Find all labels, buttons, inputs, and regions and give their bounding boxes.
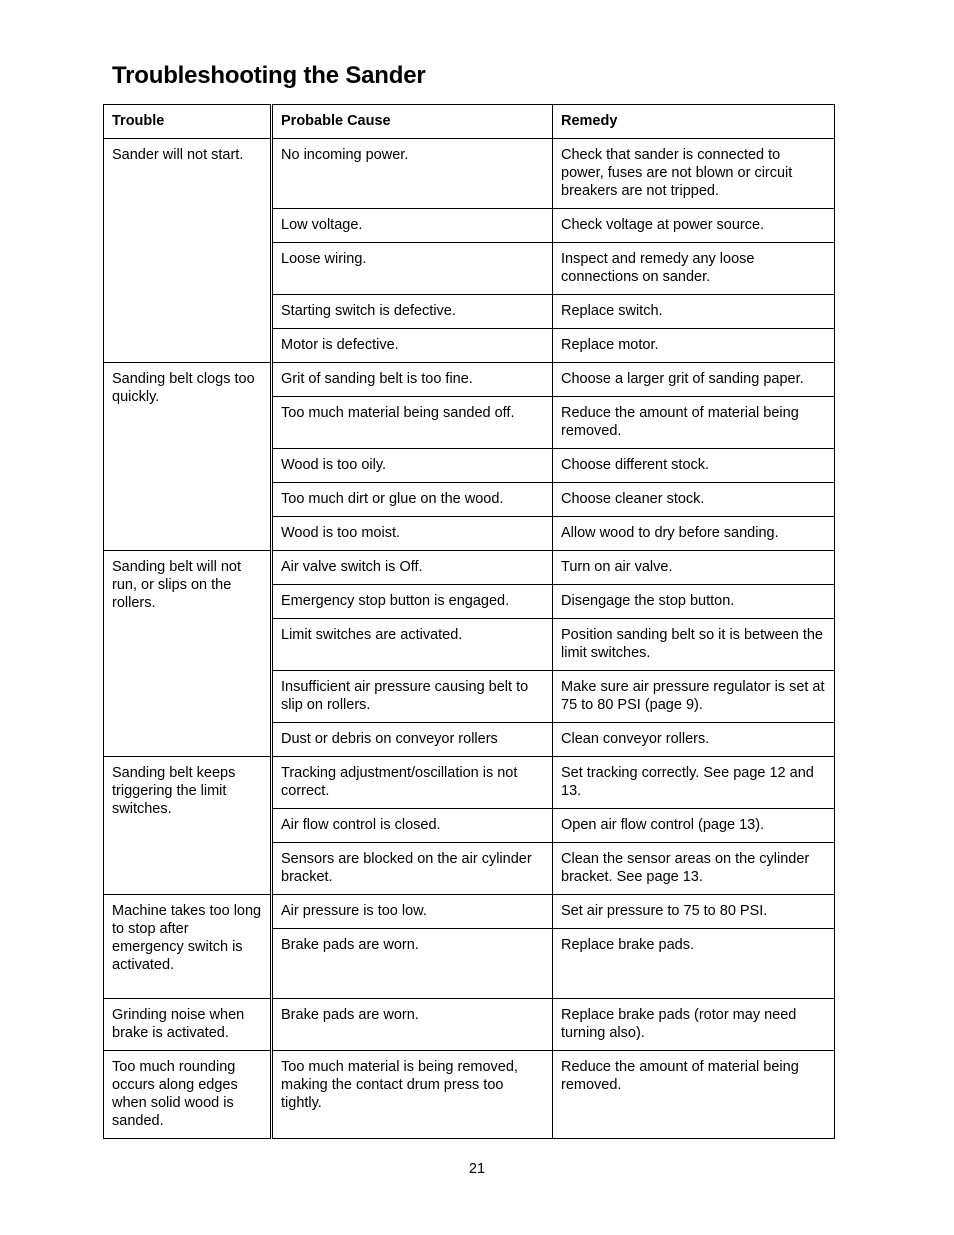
remedy-cell: Choose cleaner stock. [553, 483, 835, 517]
table-row [104, 363, 835, 397]
probable-cause-cell: Too much dirt or glue on the wood. [272, 483, 553, 517]
remedy-cell: Inspect and remedy any loose connections on sander. [553, 243, 835, 295]
header-probable-cause: Probable Cause [272, 105, 553, 139]
table-body [104, 139, 835, 1139]
table-row [104, 999, 835, 1051]
page-title: Troubleshooting the Sander [112, 62, 426, 89]
probable-cause-cell: No incoming power. [272, 139, 553, 209]
remedy-cell: Replace brake pads. [553, 929, 835, 999]
remedy-cell: Clean the sensor areas on the cylinder bracket. See page 13. [553, 843, 835, 895]
probable-cause-cell: Air flow control is closed. [272, 809, 553, 843]
probable-cause-cell: Too much material is being removed, making the contact drum press too tightly. [272, 1051, 553, 1139]
remedy-cell: Open air flow control (page 13). [553, 809, 835, 843]
trouble-cell: Sanding belt clogs too quickly. [104, 363, 272, 551]
table-row [104, 139, 835, 209]
probable-cause-cell: Tracking adjustment/oscillation is not correct. [272, 757, 553, 809]
remedy-cell: Replace brake pads (rotor may need turning also). [553, 999, 835, 1051]
probable-cause-cell: Starting switch is defective. [272, 295, 553, 329]
table-row [104, 757, 835, 809]
remedy-cell: Set tracking correctly. See page 12 and 13. [553, 757, 835, 809]
trouble-cell: Machine takes too long to stop after emergency switch is activated. [104, 895, 272, 999]
remedy-cell: Reduce the amount of material being removed. [553, 1051, 835, 1139]
remedy-cell: Reduce the amount of material being removed. [553, 397, 835, 449]
probable-cause-cell: Air valve switch is Off. [272, 551, 553, 585]
remedy-cell: Make sure air pressure regulator is set at 75 to 80 PSI (page 9). [553, 671, 835, 723]
probable-cause-cell: Loose wiring. [272, 243, 553, 295]
remedy-cell: Check voltage at power source. [553, 209, 835, 243]
remedy-cell: Choose a larger grit of sanding paper. [553, 363, 835, 397]
probable-cause-cell: Grit of sanding belt is too fine. [272, 363, 553, 397]
table-row [104, 895, 835, 929]
remedy-cell: Replace switch. [553, 295, 835, 329]
probable-cause-cell: Limit switches are activated. [272, 619, 553, 671]
trouble-cell: Sanding belt keeps triggering the limit switches. [104, 757, 272, 895]
probable-cause-cell: Sensors are blocked on the air cylinder bracket. [272, 843, 553, 895]
header-trouble: Trouble [104, 105, 272, 139]
remedy-cell: Allow wood to dry before sanding. [553, 517, 835, 551]
probable-cause-cell: Low voltage. [272, 209, 553, 243]
probable-cause-cell: Too much material being sanded off. [272, 397, 553, 449]
probable-cause-cell: Dust or debris on conveyor rollers [272, 723, 553, 757]
trouble-cell: Too much rounding occurs along edges when solid wood is sanded. [104, 1051, 272, 1139]
trouble-cell: Sander will not start. [104, 139, 272, 363]
remedy-cell: Check that sander is connected to power, fuses are not blown or circuit breakers are not tripped. [553, 139, 835, 209]
remedy-cell: Choose different stock. [553, 449, 835, 483]
page-number: 21 [468, 1161, 486, 1177]
remedy-cell: Replace motor. [553, 329, 835, 363]
remedy-cell: Position sanding belt so it is between the limit switches. [553, 619, 835, 671]
table-row [104, 1051, 835, 1139]
troubleshooting-table [103, 104, 835, 1139]
table-header [104, 105, 835, 139]
probable-cause-cell: Brake pads are worn. [272, 999, 553, 1051]
trouble-cell: Grinding noise when brake is activated. [104, 999, 272, 1051]
probable-cause-cell: Brake pads are worn. [272, 929, 553, 999]
probable-cause-cell: Insufficient air pressure causing belt to slip on rollers. [272, 671, 553, 723]
remedy-cell: Clean conveyor rollers. [553, 723, 835, 757]
probable-cause-cell: Wood is too moist. [272, 517, 553, 551]
trouble-cell: Sanding belt will not run, or slips on the rollers. [104, 551, 272, 757]
remedy-cell: Turn on air valve. [553, 551, 835, 585]
probable-cause-cell: Motor is defective. [272, 329, 553, 363]
probable-cause-cell: Emergency stop button is engaged. [272, 585, 553, 619]
probable-cause-cell: Wood is too oily. [272, 449, 553, 483]
remedy-cell: Set air pressure to 75 to 80 PSI. [553, 895, 835, 929]
table-row [104, 551, 835, 585]
remedy-cell: Disengage the stop button. [553, 585, 835, 619]
probable-cause-cell: Air pressure is too low. [272, 895, 553, 929]
header-row [104, 105, 835, 139]
header-remedy: Remedy [553, 105, 835, 139]
